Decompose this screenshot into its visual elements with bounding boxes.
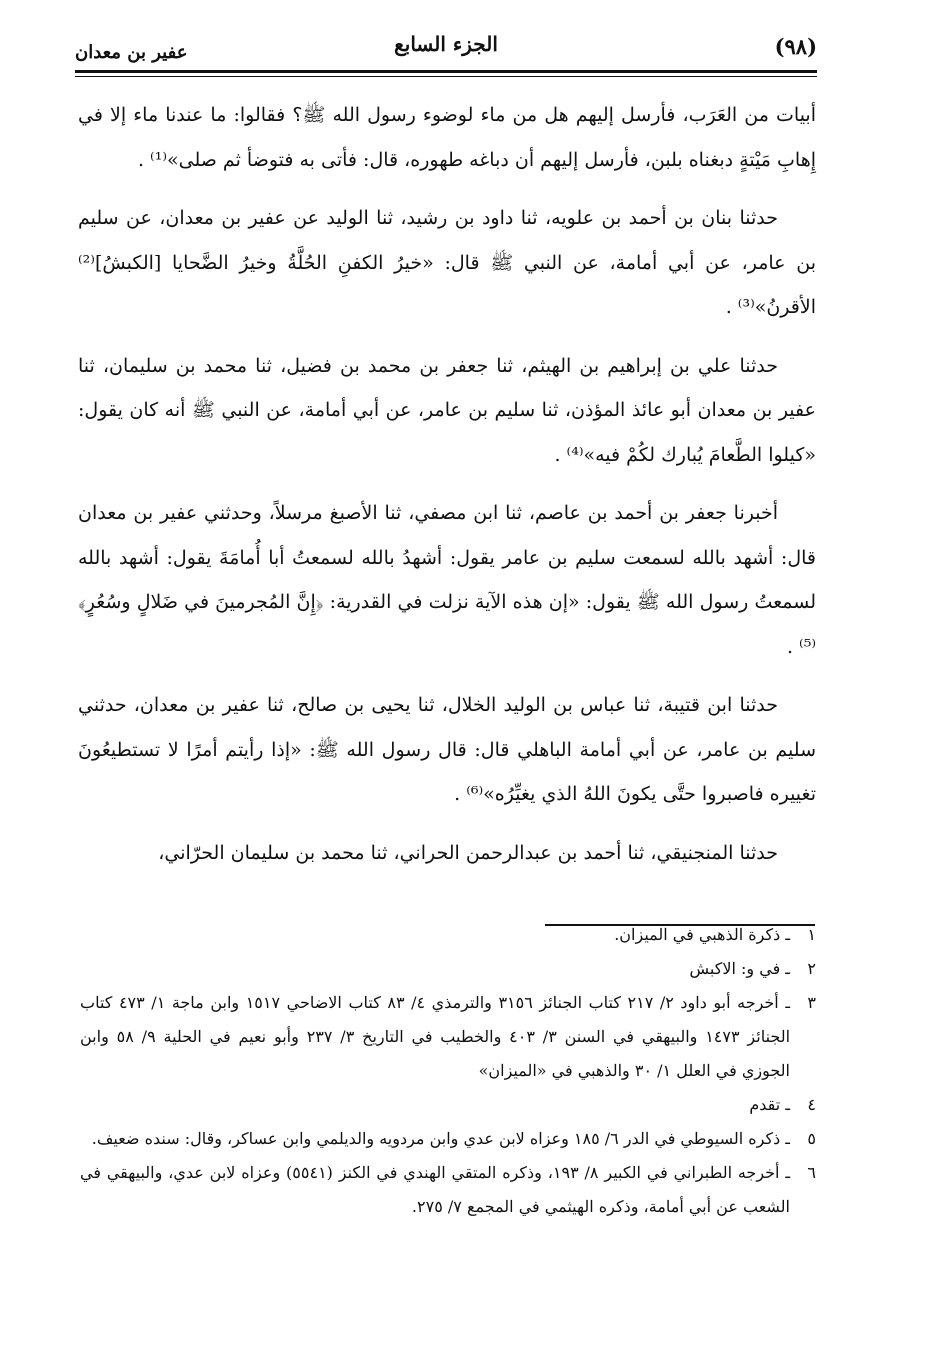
part-title: الجزء السابع	[394, 32, 498, 56]
paragraph: حدثنا المنجنيقي، ثنا أحمد بن عبدالرحمن الحراني، ثنا محمد بن سليمان الحرّاني،	[158, 841, 778, 864]
footnote-number: ١	[807, 925, 816, 944]
footnote	[80, 1088, 816, 1122]
footnote-text: ـ ذكرة الذهبي في الميزان.	[614, 925, 790, 944]
page-header	[75, 30, 817, 66]
footnote-text: ـ أخرجه الطبراني في الكبير ٨/ ١٩٣، وذكره المتقي الهندي في الكنز (٥٥٤١) وعزاه لابن عدي، والبيهقي في الشعب عن أبي أمامة، وذكره الهيثمي في المجمع ٧/ ٢٧٥.	[80, 1163, 791, 1216]
footnote	[80, 986, 816, 1088]
paragraph: حدثنا بنان بن أحمد بن علويه، ثنا داود بن رشيد، ثنا الوليد عن عفير بن معدان، عن سليم بن عامر، عن أبي أمامة، عن النبي ﷺ قال: «خيرُ الكفنِ الحُلَّةُ وخيرُ الضَّحايا [الكبشُ]⁽²⁾ الأقرنُ»⁽³⁾ .	[78, 207, 816, 318]
footnote	[80, 918, 816, 952]
footnote-number: ٢	[807, 959, 816, 978]
footnotes	[80, 918, 816, 1224]
footnote-number: ٥	[807, 1129, 816, 1148]
footnote-number: ٣	[807, 993, 816, 1012]
footnote-text: ـ أخرجه أبو داود ٢/ ٢١٧ كتاب الجنائز ٣١٥٦ والترمذي ٤/ ٨٣ كتاب الاضاحي ١٥١٧ وابن ماجة ١/ ٤٧٣ كتاب الجنائز ١٤٧٣ والبيهقي في السنن ٣/ ٤٠٣ والخطيب في التاريخ ٣/ ٢٣٧ وأبو نعيم في الحلية ٩/ ٥٨ وابن الجوزي في العلل ١/ ٣٠ والذهبي في «الميزان»	[80, 993, 791, 1080]
footnote-text: ـ تقدم	[749, 1095, 790, 1114]
paragraph: حدثنا ابن قتيبة، ثنا عباس بن الوليد الخلال، ثنا يحيى بن صالح، ثنا عفير بن معدان، حدثني سليم بن عامر، عن أبي أمامة الباهلي قال: قال رسول الله ﷺ: «إذا رأيتم أمرًا لا تستطيعُونَ تغييره فاصبروا حتَّى يكونَ اللهُ الذي يغيِّرُه»⁽⁶⁾ .	[78, 694, 816, 805]
header-rule-thin	[75, 76, 817, 77]
page-number: (٩٨)	[774, 34, 817, 59]
footnote-number: ٤	[807, 1095, 816, 1114]
paragraph: أخبرنا جعفر بن أحمد بن عاصم، ثنا ابن مصفي، ثنا الأصبغ مرسلاً، وحدثني عفير بن معدان قال: أشهد بالله لسمعت سليم بن عامر يقول: أشهدُ بالله لسمعتُ أبا أُمامَةَ يقول: أشهد بالله لسمعتُ رسول الله ﷺ يقول: «إن هذه الآية نزلت في القدرية: ﴿إِنَّ المُجرمينَ في ضَلالٍ وسُعُرٍ﴾⁽⁵⁾ .	[78, 502, 816, 658]
paragraph: حدثنا علي بن إبراهيم بن الهيثم، ثنا جعفر بن محمد بن فضيل، ثنا محمد بن سليمان، ثنا عفير بن معدان أبو عائذ المؤذن، ثنا سليم بن عامر، عن أبي أمامة، عن النبي ﷺ أنه كان يقول: «كيلوا الطَّعامَ يُبارك لكُمْ فيه»⁽⁴⁾ .	[78, 354, 816, 466]
footnote-text: ـ في و: الاكبش	[689, 959, 790, 978]
main-text	[78, 93, 816, 889]
running-title: عفير بن معدان	[75, 42, 188, 63]
footnote	[80, 1122, 816, 1156]
footnote-number: ٦	[807, 1163, 816, 1182]
paragraph: أبيات من العَرَب، فأرسل إليهم هل من ماء لوضوء رسول الله ﷺ؟ فقالوا: ما عندنا ماء إلا في إِهابِ مَيْتةٍ دبغناه بلبن، فأرسل إليهم أن دباغه طهوره، قال: فأتى به فتوضأ ثم صلى»⁽¹⁾ .	[78, 104, 816, 171]
footnote	[80, 952, 816, 986]
footnote-text: ـ ذكره السيوطي في الدر ٦/ ١٨٥ وعزاه لابن عدي وابن مردويه والديلمي وابن عساكر، وقال: سنده ضعيف.	[91, 1129, 790, 1148]
header-rule-thick	[75, 70, 817, 73]
footnote	[80, 1156, 816, 1224]
